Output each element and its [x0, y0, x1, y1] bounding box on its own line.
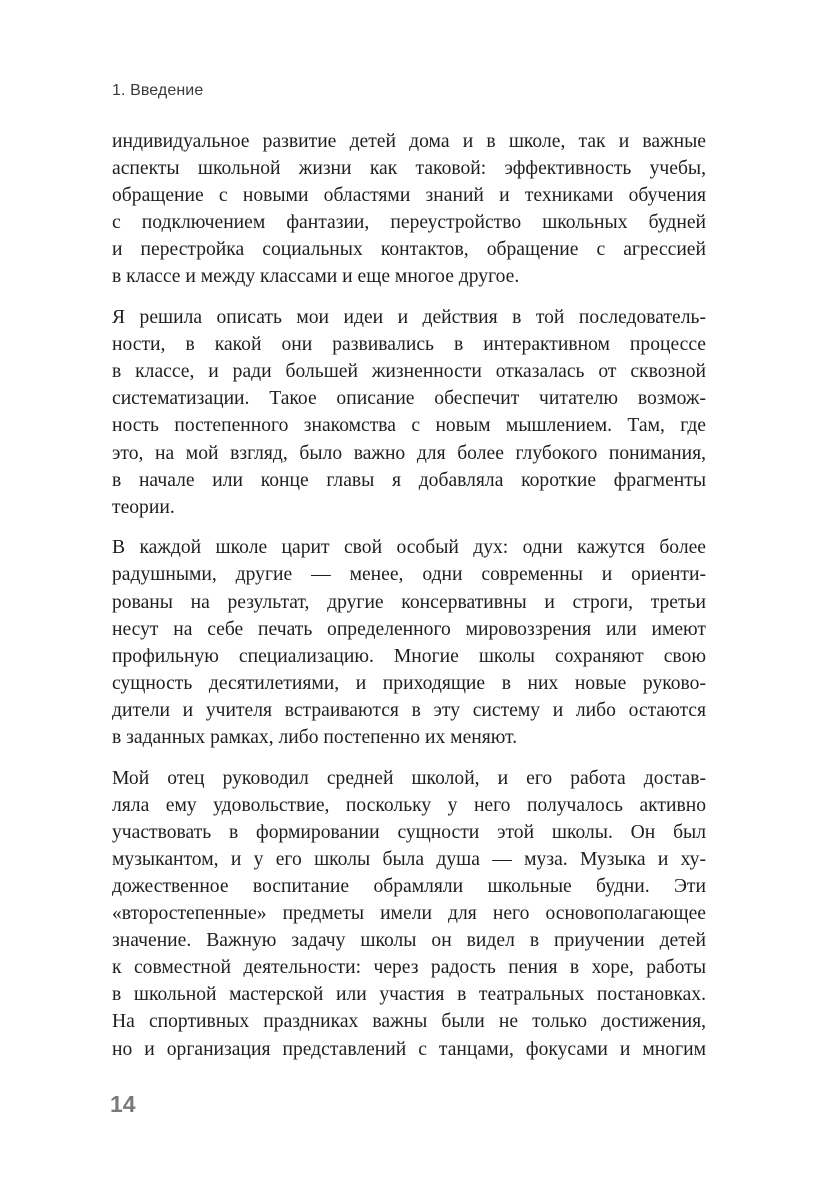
running-header: 1. Введение: [112, 82, 204, 99]
body-text: [112, 128, 706, 1076]
text-line: в школьной мастерской или участия в театральных постановках.: [112, 984, 706, 1006]
page-number: 14: [110, 1091, 136, 1117]
text-line: индивидуальное развитие детей дома и в школе, так и важные: [112, 131, 706, 152]
text-line: ности, в какой они развивались в интерактивном процессе: [112, 334, 706, 356]
text-line: в классе, и ради большей жизненности отказалась от сквозной: [112, 361, 706, 383]
text-line: несут на себе печать определенного мировоззрения или имеют: [112, 618, 706, 640]
paragraph-4: [112, 765, 706, 1063]
text-line: но и организация представлений с танцами, фокусами и многим: [112, 1038, 706, 1060]
text-line: теории.: [112, 496, 175, 518]
text-line: дожественное воспитание обрамляли школьные будни. Эти: [112, 875, 706, 897]
text-line: «второстепенные» предметы имели для него основополагающее: [112, 903, 706, 925]
text-line: Мой отец руководил средней школой, и его работа достав-: [112, 767, 706, 789]
text-line: аспекты школьной жизни как таковой: эффективность учебы,: [112, 158, 706, 180]
paragraph-2: [112, 304, 706, 521]
text-line: ность постепенного знакомства с новым мышлением. Там, где: [112, 415, 706, 437]
text-line: радушными, другие — менее, одни современны и ориенти-: [112, 564, 706, 586]
text-line: обращение с новыми областями знаний и техниками обучения: [112, 185, 706, 207]
text-line: к совместной деятельности: через радость пения в хоре, работы: [112, 957, 706, 979]
text-line: В каждой школе царит свой особый дух: одни кажутся более: [112, 537, 706, 559]
text-line: На спортивных праздниках важны были не только достижения,: [112, 1011, 706, 1033]
text-line: дители и учителя встраиваются в эту систему и либо остаются: [112, 699, 706, 721]
text-line: в начале или конце главы я добавляла короткие фрагменты: [112, 469, 706, 491]
text-line: профильную специализацию. Многие школы сохраняют свою: [112, 645, 706, 667]
text-line: рованы на результат, другие консервативны и строги, третьи: [112, 591, 706, 613]
paragraph-3: [112, 534, 706, 751]
text-line: и перестройка социальных контактов, обращение с агрессией: [112, 239, 706, 261]
text-line: участвовать в формировании сущности этой школы. Он был: [112, 821, 706, 843]
text-line: Я решила описать мои идеи и действия в той последователь-: [112, 307, 706, 329]
text-line: музыкантом, и у его школы была душа — муза. Музыка и ху-: [112, 848, 706, 870]
text-line: это, на мой взгляд, было важно для более глубокого понимания,: [112, 442, 706, 464]
text-line: значение. Важную задачу школы он видел в приучении детей: [112, 930, 706, 952]
text-line: в классе и между классами и еще многое другое.: [112, 266, 520, 288]
text-line: с подключением фантазии, переустройство школьных будней: [112, 212, 706, 234]
paragraph-1: [112, 128, 706, 291]
text-line: сущность десятилетиями, и приходящие в них новые руково-: [112, 672, 706, 694]
text-line: в заданных рамках, либо постепенно их меняют.: [112, 726, 518, 748]
text-line: систематизации. Такое описание обеспечит читателю возмож-: [112, 388, 706, 410]
text-line: ляла ему удовольствие, поскольку у него получалось активно: [112, 794, 706, 816]
